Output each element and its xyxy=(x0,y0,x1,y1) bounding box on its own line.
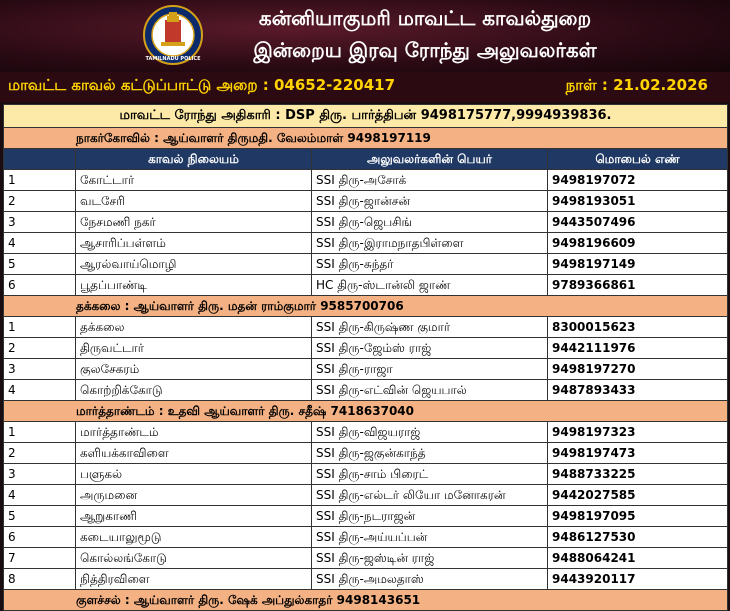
control-room-phone: மாவட்ட காவல் கட்டுப்பாட்டு அறை : 04652-220417 xyxy=(8,76,396,94)
mobile-number: 9443920117 xyxy=(548,569,728,590)
header-banner xyxy=(0,0,730,72)
mobile-number: 9442111976 xyxy=(548,338,728,359)
row-number: 6 xyxy=(4,527,76,548)
section-heading-row xyxy=(4,296,728,317)
row-number: 2 xyxy=(4,191,76,212)
table-row xyxy=(4,254,728,275)
mobile-number: 9498196609 xyxy=(548,233,728,254)
section-heading-row xyxy=(4,401,728,422)
station-name: களியக்காவிளை xyxy=(76,443,312,464)
officer-name: SSI திரு-சுந்தர் xyxy=(312,254,548,275)
tamilnadu-police-emblem-icon xyxy=(143,4,203,66)
section-heading-row xyxy=(4,128,728,149)
row-number: 2 xyxy=(4,338,76,359)
table-row xyxy=(4,506,728,527)
table-row xyxy=(4,359,728,380)
officer-name: SSI திரு-சாம் பிரைட் xyxy=(312,464,548,485)
mobile-number: 9498197270 xyxy=(548,359,728,380)
column-header-station: காவல் நிலையம் xyxy=(76,149,312,170)
station-name: தக்கலை xyxy=(76,317,312,338)
officer-name: SSI திரு-அசோக் xyxy=(312,170,548,191)
row-number: 5 xyxy=(4,254,76,275)
station-name: கோட்டார் xyxy=(76,170,312,191)
table-row xyxy=(4,317,728,338)
dsp-officer: மாவட்ட ரோந்து அதிகாரி : DSP திரு. பார்த்திபன் 9498175777,9994939836. xyxy=(4,105,728,128)
officer-name: SSI திரு-ஜேம்ஸ் ராஜ் xyxy=(312,338,548,359)
officer-name: SSI திரு-இராமநாதபிள்ளை xyxy=(312,233,548,254)
row-number: 3 xyxy=(4,212,76,233)
station-name: ஆறுகாணி xyxy=(76,506,312,527)
officer-name: SSI திரு-எல்டர் லியோ மனோகரன் xyxy=(312,485,548,506)
patrol-table-body xyxy=(4,105,728,611)
table-row xyxy=(4,569,728,590)
row-number: 8 xyxy=(4,569,76,590)
station-name: மார்த்தாண்டம் xyxy=(76,422,312,443)
table-row xyxy=(4,527,728,548)
column-header-number xyxy=(4,149,76,170)
officer-name: SSI திரு-ஜான்சன் xyxy=(312,191,548,212)
row-number: 2 xyxy=(4,443,76,464)
mobile-number: 9487893433 xyxy=(548,380,728,401)
row-number: 1 xyxy=(4,317,76,338)
table-row xyxy=(4,233,728,254)
patrol-officers-table xyxy=(3,104,728,611)
row-number: 1 xyxy=(4,170,76,191)
table-row xyxy=(4,338,728,359)
section-heading: தக்கலை : ஆய்வாளர் திரு. மதன் ராம்குமார் 9585700706 xyxy=(4,296,728,317)
table-row xyxy=(4,443,728,464)
officer-name: SSI திரு-விஜயராஜ் xyxy=(312,422,548,443)
officer-name: SSI திரு-எட்வின் ஜெயபால் xyxy=(312,380,548,401)
table-row xyxy=(4,275,728,296)
column-header-mobile: மொபைல் எண் xyxy=(548,149,728,170)
station-name: ஆரல்வாய்மொழி xyxy=(76,254,312,275)
section-heading: குளச்சல் : ஆய்வாளர் திரு. ஷேக் அப்துல்காதர் 9498143651 xyxy=(4,590,728,611)
station-name: கடையாலுமூடு xyxy=(76,527,312,548)
station-name: திருவட்டார் xyxy=(76,338,312,359)
officer-name: HC திரு-ஸ்டான்லி ஜாண் xyxy=(312,275,548,296)
mobile-number: 9498197095 xyxy=(548,506,728,527)
row-number: 4 xyxy=(4,233,76,254)
table-row xyxy=(4,464,728,485)
station-name: அருமனை xyxy=(76,485,312,506)
mobile-number: 9442027585 xyxy=(548,485,728,506)
table-row xyxy=(4,170,728,191)
mobile-number: 9498197072 xyxy=(548,170,728,191)
station-name: கொற்றிக்கோடு xyxy=(76,380,312,401)
officer-name: SSI திரு-ஜெபசிங் xyxy=(312,212,548,233)
info-bar xyxy=(0,72,730,102)
report-date: நாள் : 21.02.2026 xyxy=(565,76,708,94)
mobile-number: 9498197323 xyxy=(548,422,728,443)
station-name: கொல்லங்கோடு xyxy=(76,548,312,569)
station-name: நித்திரவிளை xyxy=(76,569,312,590)
table-row xyxy=(4,212,728,233)
mobile-number: 9488733225 xyxy=(548,464,728,485)
mobile-number: 8300015623 xyxy=(548,317,728,338)
station-name: பளுகல் xyxy=(76,464,312,485)
row-number: 3 xyxy=(4,464,76,485)
row-number: 1 xyxy=(4,422,76,443)
officer-name: SSI திரு-ஜஸ்டின் ராஜ் xyxy=(312,548,548,569)
mobile-number: 9498197149 xyxy=(548,254,728,275)
row-number: 4 xyxy=(4,485,76,506)
row-number: 4 xyxy=(4,380,76,401)
table-row xyxy=(4,485,728,506)
section-heading: மார்த்தாண்டம் : உதவி ஆய்வாளர் திரு. சதீஷ் 7418637040 xyxy=(4,401,728,422)
mobile-number: 9498193051 xyxy=(548,191,728,212)
table-row xyxy=(4,548,728,569)
table-row xyxy=(4,191,728,212)
row-number: 3 xyxy=(4,359,76,380)
table-row xyxy=(4,422,728,443)
row-number: 5 xyxy=(4,506,76,527)
officer-name: SSI திரு-ஜகுன்காந்த் xyxy=(312,443,548,464)
row-number: 7 xyxy=(4,548,76,569)
dsp-row xyxy=(4,105,728,128)
section-heading-row xyxy=(4,590,728,611)
station-name: பூதப்பாண்டி xyxy=(76,275,312,296)
mobile-number: 9486127530 xyxy=(548,527,728,548)
mobile-number: 9789366861 xyxy=(548,275,728,296)
column-header-officer: அலுவலர்களின் பெயர் xyxy=(312,149,548,170)
station-name: வடசேரி xyxy=(76,191,312,212)
station-name: குலசேகரம் xyxy=(76,359,312,380)
page-subtitle: இன்றைய இரவு ரோந்து அலுவலர்கள் xyxy=(253,38,597,62)
page-title: கன்னியாகுமரி மாவட்ட காவல்துறை xyxy=(258,6,592,30)
officer-name: SSI திரு-அமலதாஸ் xyxy=(312,569,548,590)
officer-name: SSI திரு-நடராஜன் xyxy=(312,506,548,527)
officer-name: SSI திரு-அய்யப்பன் xyxy=(312,527,548,548)
officer-name: SSI திரு-ராஜா xyxy=(312,359,548,380)
station-name: நேசமணி நகர் xyxy=(76,212,312,233)
table-row xyxy=(4,380,728,401)
svg-text:TAMILNADU POLICE: TAMILNADU POLICE xyxy=(145,56,201,62)
mobile-number: 9443507496 xyxy=(548,212,728,233)
station-name: ஆசாரிப்பள்ளம் xyxy=(76,233,312,254)
row-number: 6 xyxy=(4,275,76,296)
officer-name: SSI திரு-கிருஷ்ண குமார் xyxy=(312,317,548,338)
column-header-row xyxy=(4,149,728,170)
section-heading: நாகர்கோவில் : ஆய்வாளர் திருமதி. வேலம்மாள் 9498197119 xyxy=(4,128,728,149)
mobile-number: 9488064241 xyxy=(548,548,728,569)
mobile-number: 9498197473 xyxy=(548,443,728,464)
